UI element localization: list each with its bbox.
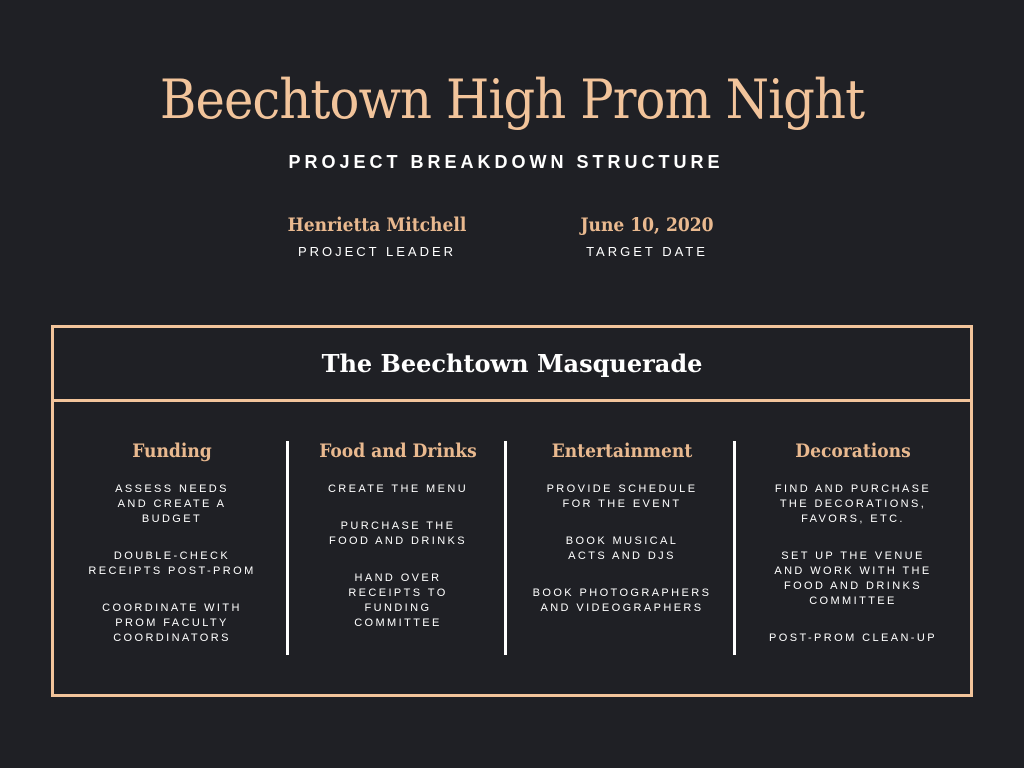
column-divider — [733, 441, 736, 655]
page-title: Beechtown High Prom Night — [159, 68, 865, 131]
page-subtitle: PROJECT BREAKDOWN STRUCTURE — [288, 152, 724, 172]
leader-name: Henrietta Mitchell — [287, 214, 467, 236]
target-date-block — [517, 214, 777, 259]
target-date: June 10, 2020 — [580, 214, 714, 236]
task-item: BOOK PHOTOGRAPHERS AND VIDEOGRAPHERS — [532, 587, 712, 614]
task-item: PURCHASE THE FOOD AND DRINKS — [328, 520, 468, 547]
breakdown-box — [51, 325, 973, 697]
task-item: POST-PROM CLEAN-UP — [769, 632, 937, 644]
task-item: COORDINATE WITH PROM FACULTY COORDINATORS — [102, 602, 242, 644]
column-food-and-drinks — [294, 440, 502, 631]
column-title: Decorations — [795, 440, 911, 462]
task-item: BOOK MUSICAL ACTS AND DJS — [565, 535, 679, 562]
project-name: The Beechtown Masquerade — [54, 328, 970, 402]
column-funding — [74, 440, 270, 646]
column-title: Food and Drinks — [319, 440, 477, 462]
task-item: PROVIDE SCHEDULE FOR THE EVENT — [546, 483, 698, 510]
column-title: Entertainment — [551, 440, 693, 462]
task-item: DOUBLE-CHECK RECEIPTS POST-PROM — [88, 550, 256, 577]
task-item: FIND AND PURCHASE THE DECORATIONS, FAVORS, ETC. — [774, 483, 932, 525]
task-item: CREATE THE MENU — [327, 483, 469, 495]
project-leader-block — [247, 214, 507, 259]
leader-label: PROJECT LEADER — [297, 244, 457, 259]
column-decorations — [744, 440, 962, 646]
task-item: HAND OVER RECEIPTS TO FUNDING COMMITTEE — [348, 572, 448, 629]
target-date-label: TARGET DATE — [586, 244, 708, 259]
column-title: Funding — [132, 440, 212, 462]
column-entertainment — [512, 440, 732, 616]
task-item: ASSESS NEEDS AND CREATE A BUDGET — [115, 483, 229, 525]
task-item: SET UP THE VENUE AND WORK WITH THE FOOD AND DRINKS COMMITTEE — [774, 550, 932, 607]
column-divider — [286, 441, 289, 655]
column-divider — [504, 441, 507, 655]
